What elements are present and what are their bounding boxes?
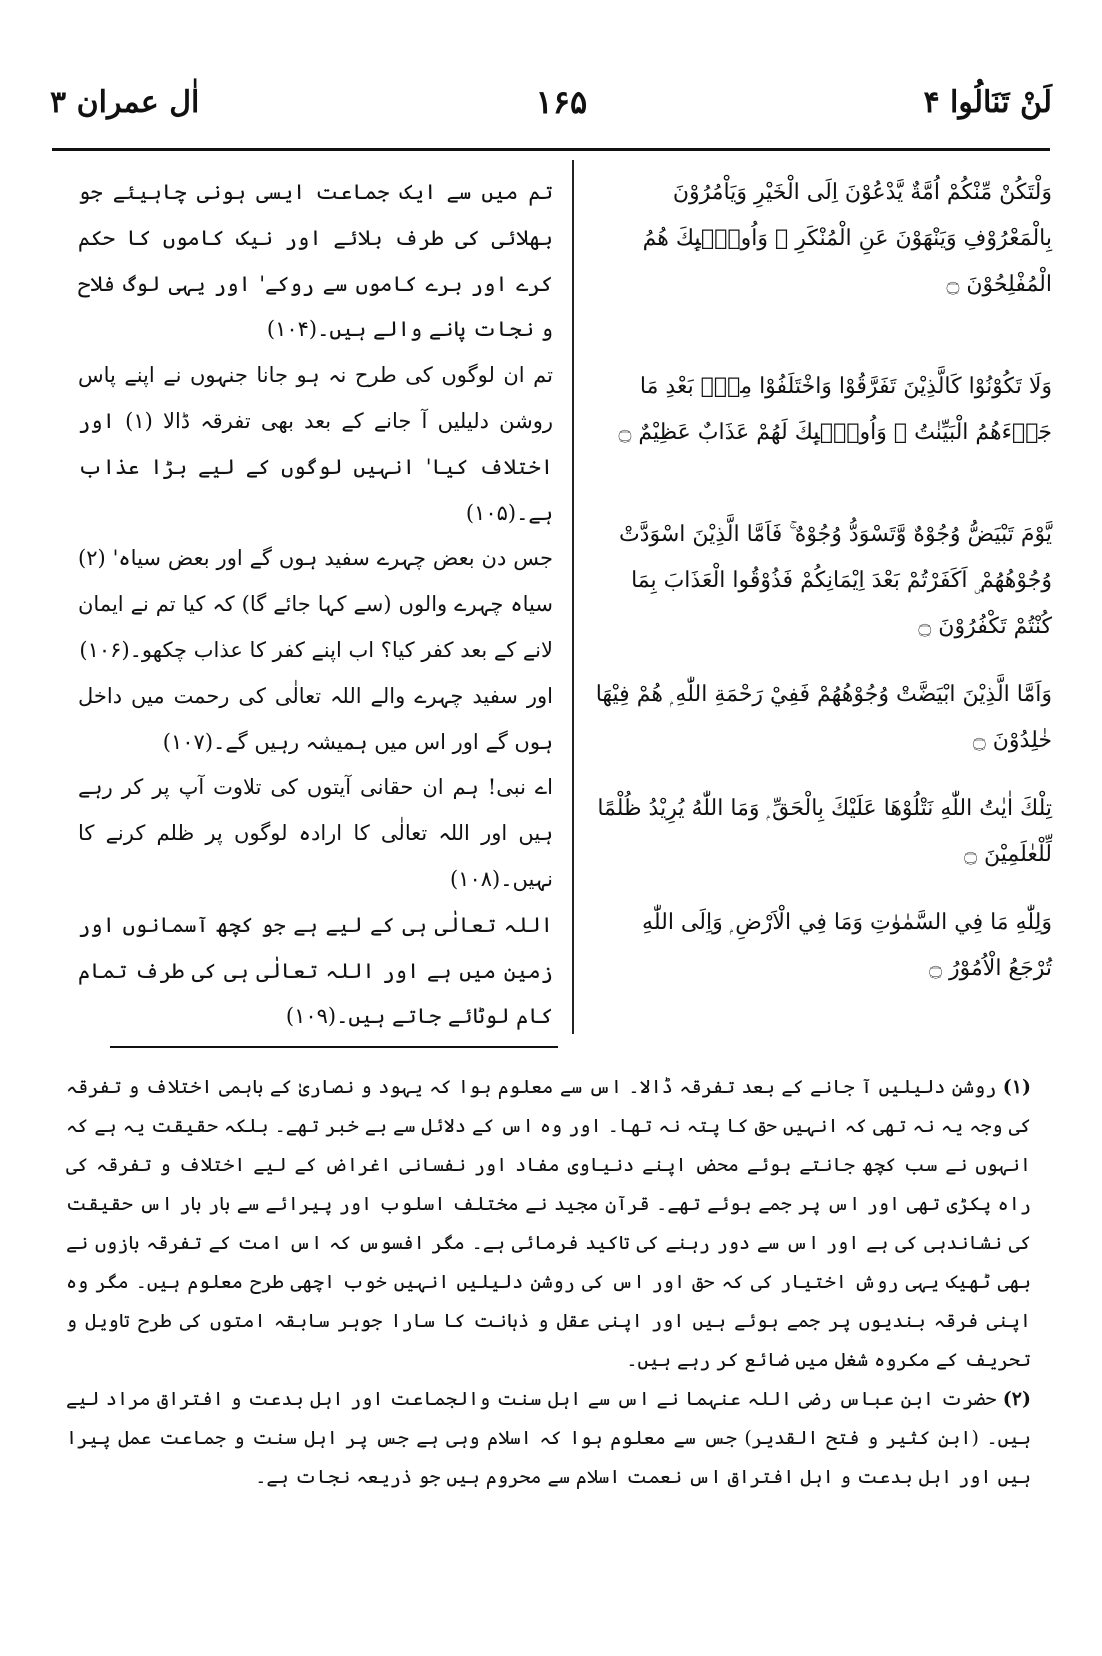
- footnote-text: روشن دلیلیں آ جانے کے بعد تفرقہ ڈالا۔ اس سے معلوم ہوا کہ یہود و نصاریٰ کے باہمی اختلاف و تفرقہ کی وجہ یہ نہ تھی کہ انہیں حق کا پتہ نہ تھا۔ اور وہ اس کے دلائل سے بے خبر تھے۔ بلکہ حقیقت یہ ہے کہ انہوں نے سب کچھ جانتے ہوئے محض اپنے دنیاوی مفاد اور نفسانی اغراض کے لیے اختلاف و تفرقہ کی راہ پکڑی تھی اور اس پر جمے ہوئے تھے۔ قرآن مجید نے مختلف اسلوب اور پیرائے سے بار بار اس حقیقت کی نشاندہی کی ہے اور اس سے دور رہنے کی تاکید فرمائی ہے۔ مگر افسوس کہ اس امت کے تفرقہ بازوں نے بھی ٹھیک یہی روش اختیار کی کہ حق اور اس کی روشن دلیلیں انہیں خوب اچھی طرح معلوم ہیں۔ مگر وہ اپنی فرقہ بندیوں پر جمے ہوئے ہیں اور اپنی عقل و ذہانت کا سارا جوہر سابقہ امتوں کی طرح تاویل و تحریف کے مکروہ شغل میں ضائع کر رہے ہیں۔: [66, 1076, 1031, 1371]
- translation-107: اور سفید چہرے والے اللہ تعالٰی کی رحمت میں داخل ہوں گے اور اس میں ہمیشہ رہیں گے۔(۱۰۷): [78, 683, 553, 754]
- verse-106: يَّوْمَ تَبْيَضُّ وُجُوْهٌ وَّتَسْوَدُّ وُجُوْهٌ ۚ فَاَمَّا الَّذِيْنَ اسْوَدَّتْ وُجُوْھُھُمْ ۣ اَكَفَرْتُمْ بَعْدَ اِيْمَانِكُمْ فَذُوْقُوا الْعَذَابَ بِمَا كُنْتُمْ تَكْفُرُوْنَ ۝: [618, 522, 1052, 639]
- page-number: ۱۶۵: [535, 83, 588, 121]
- header-rule: [52, 148, 1050, 151]
- verse-107: وَاَمَّا الَّذِيْنَ ابْيَضَّتْ وُجُوْھُھُمْ فَفِيْ رَحْمَةِ اللّٰهِ ۭ ھُمْ فِيْھَا خٰلِدُوْنَ ۝: [595, 682, 1052, 753]
- verse-104: وَلْتَكُنْ مِّنْكُمْ اُمَّةٌ يَّدْعُوْنَ اِلَى الْخَيْرِ وَيَاْمُرُوْنَ بِالْمَعْرُوْفِ وَيَنْهَوْنَ عَنِ الْمُنْكَرِ ۭ وَاُولٰۗىِٕكَ ھُمُ الْمُفْلِحُوْنَ ۝: [642, 180, 1052, 297]
- verse-105: وَلَا تَكُوْنُوْا كَالَّذِيْنَ تَفَرَّقُوْا وَاخْتَلَفُوْا مِنْۢ بَعْدِ مَا جَاۗءَھُمُ الْبَيِّنٰتُ ۭ وَاُولٰۗىِٕكَ لَھُمْ عَذَابٌ عَظِيْمٌ ۝: [618, 374, 1052, 445]
- verse-109: وَلِلّٰهِ مَا فِي السَّمٰوٰتِ وَمَا فِي الْاَرْضِ ۭ وَاِلَى اللّٰهِ تُرْجَعُ الْاُمُوْرُ ۝: [642, 910, 1052, 981]
- footnote-2: [66, 1380, 1031, 1497]
- header-para-name: لَنْ تَنَالُوا ۴: [923, 84, 1052, 120]
- page-header: [50, 62, 1052, 142]
- footnote-marker: (۲): [1002, 1388, 1031, 1410]
- footnotes: [66, 1068, 1031, 1497]
- footnote-text: حضرت ابن عباس رضی اللہ عنہما نے اس سے اہل سنت والجماعت اور اہل بدعت و افتراق مراد لیے ہیں۔ (ابن کثیر و فتح القدیر) جس سے معلوم ہوا کہ اسلام وہی ہے جس پر اہل سنت و جماعت عمل پیرا ہیں اور اہل بدعت و اہل افتراق اس نعمت اسلام سے محروم ہیں جو ذریعہ نجات ہے۔: [66, 1388, 1031, 1488]
- column-divider: [572, 160, 574, 1034]
- translation-109: اللہ تعالٰی ہی کے لیے ہے جو کچھ آسمانوں اور زمین میں ہے اور اللہ تعالٰی ہی کی طرف تمام کام لوٹائے جاتے ہیں۔(۱۰۹): [78, 912, 553, 1029]
- arabic-text-column: [592, 170, 1052, 1014]
- translation-104: تم میں سے ایک جماعت ایسی ہونی چاہیئے جو بھلائی کی طرف بلائے اور نیک کاموں کا حکم کرے اور برے کاموں سے روکے' اور یہی لوگ فلاح و نجات پانے والے ہیں۔(۱۰۴): [78, 180, 553, 342]
- translation-105: تم ان لوگوں کی طرح نہ ہو جانا جنہوں نے اپنے پاس روشن دلیلیں آ جانے کے بعد بھی تفرقہ ڈالا (۱) اور اختلاف کیا' انہیں لوگوں کے لیے بڑا عذاب ہے۔(۱۰۵): [78, 363, 553, 525]
- footnote-marker: (۱): [1002, 1076, 1032, 1098]
- translation-108: اے نبی! ہم ان حقانی آیتوں کی تلاوت آپ پر کر رہے ہیں اور اللہ تعالٰی کا ارادہ لوگوں پر ظلم کرنے کا نہیں۔(۱۰۸): [78, 775, 553, 891]
- verse-108: تِلْكَ اٰيٰتُ اللّٰهِ نَتْلُوْھَا عَلَيْكَ بِالْحَقِّ ۭ وَمَا اللّٰهُ يُرِيْدُ ظُلْمًا لِّلْعٰلَمِيْنَ ۝: [597, 796, 1052, 867]
- translation-column: [78, 170, 553, 1040]
- translation-106: جس دن بعض چہرے سفید ہوں گے اور بعض سیاہ' (۲) سیاہ چہرے والوں (سے کہا جائے گا) کہ کیا تم نے ایمان لانے کے بعد کفر کیا؟ اب اپنے کفر کا عذاب چکھو۔(۱۰۶): [78, 546, 553, 662]
- header-surah-name: اٰل عمران ۳: [50, 84, 200, 120]
- footnote-rule: [110, 1046, 558, 1048]
- footnote-1: [66, 1068, 1031, 1380]
